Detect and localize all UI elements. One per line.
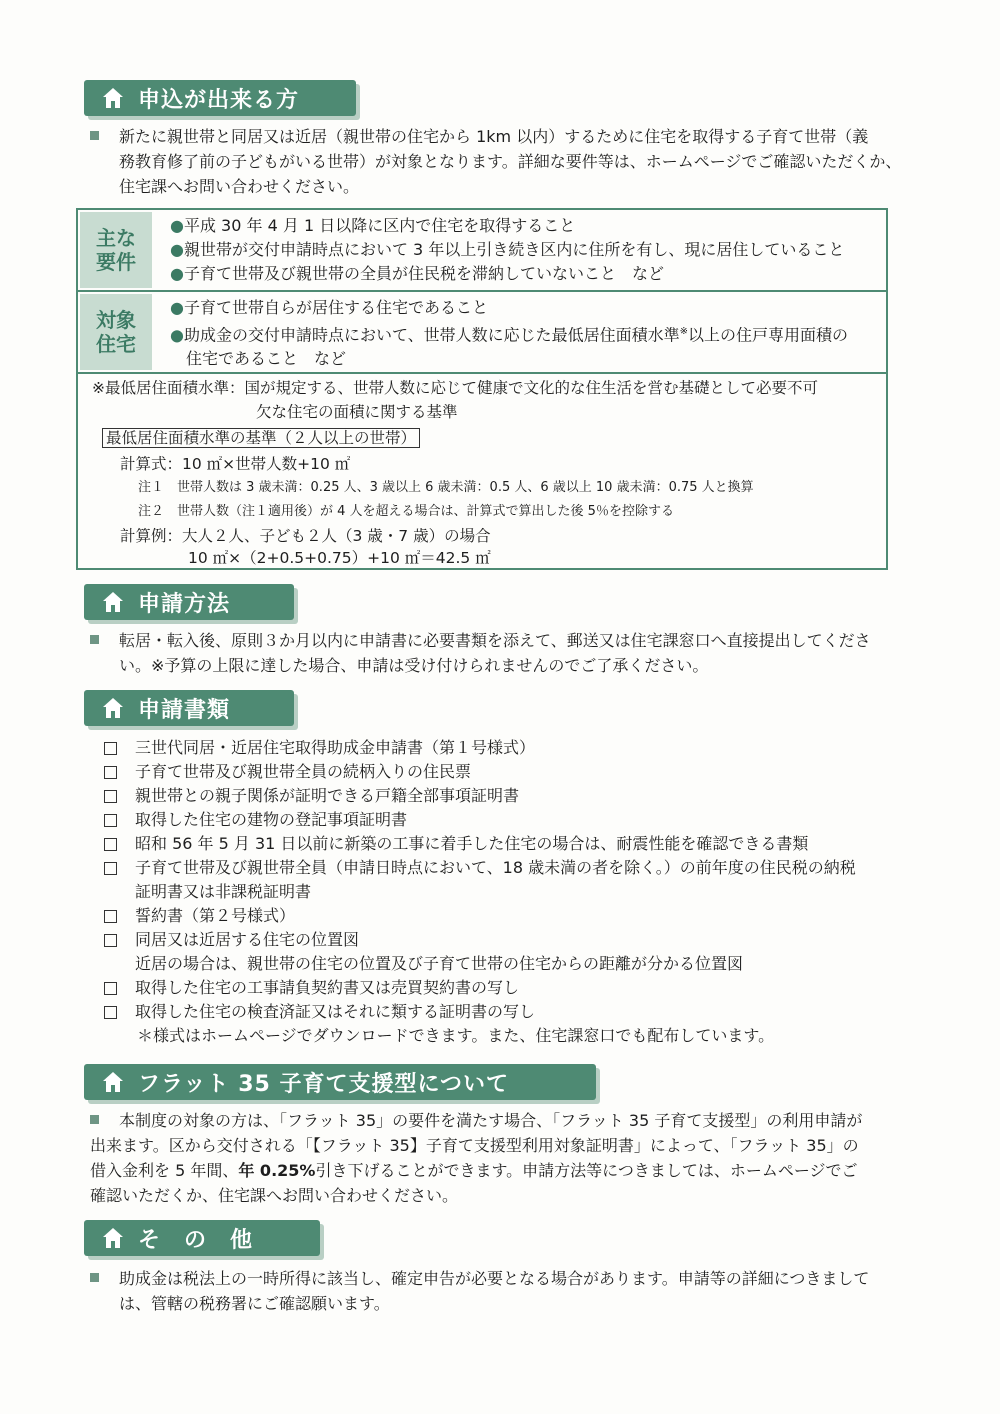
checklist-item[interactable]: 昭和 56 年 5 月 31 日以前に新築の工事に着手した住宅の場合は、耐震性能を確認できる書類	[104, 832, 924, 856]
divider	[78, 372, 886, 374]
checkbox-icon[interactable]	[104, 766, 117, 779]
target-housing-row	[78, 292, 886, 372]
standard-title: 最低居住面積水準の基準（２人以上の世帯）	[102, 426, 420, 450]
note-1: 注１ 世帯人数は 3 歳未満：0.25 人、3 歳以上 6 歳未満：0.5 人、6 歳以上 10 歳未満：0.75 人と換算	[138, 480, 754, 495]
formula: 計算式：10 ㎡×世帯人数+10 ㎡	[120, 455, 351, 473]
section-header-other	[84, 1220, 320, 1256]
checklist-item[interactable]: 子育て世帯及び親世帯全員の続柄入りの住民票	[104, 760, 924, 784]
checklist-item[interactable]: 三世代同居・近居住宅取得助成金申請書（第１号様式）	[104, 736, 924, 760]
checkbox-icon[interactable]	[104, 1006, 117, 1019]
eligible-intro: 新たに親世帯と同居又は近居（親世帯の住宅から 1km 以内）するために住宅を取得する子育て世帯（義 務教育修了前の子どもがいる世帯）が対象となります。詳細な要件等は、ホームページでご確認いただくか、 住宅課へお問い合わせください。	[90, 124, 930, 199]
example-line2: 10 ㎡×（2+0.5+0.75）+10 ㎡＝42.5 ㎡	[188, 549, 491, 567]
list-item: ●平成 30 年 4 月 1 日以降に区内で住宅を取得すること	[170, 216, 576, 235]
square-bullet	[90, 1115, 99, 1124]
target-housing-list	[170, 296, 848, 371]
checkbox-icon[interactable]	[104, 862, 117, 875]
flat35-text: 本制度の対象の方は、「フラット 35」の要件を満たす場合、「フラット 35 子育て支援型」の利用申請が 出来ます。区から交付される「【フラット 35】子育て支援型利用対象証明書」によって、「フラット 35」の 借入金利を 5 年間、年 0.25%引き下げることができます。申請方法等につきましては、ホームページでご 確認いただくか、住宅課へお問い合わせください。	[90, 1111, 863, 1205]
house-icon	[102, 1071, 124, 1093]
checkbox-icon[interactable]	[104, 742, 117, 755]
list-item: ●子育て世帯自らが居住する住宅であること	[170, 298, 488, 317]
checklist-item-cont: 証明書又は非課税証明書	[135, 882, 312, 901]
checkbox-icon[interactable]	[104, 814, 117, 827]
checklist-item[interactable]: 取得した住宅の工事請負契約書又は売買契約書の写し	[104, 976, 924, 1000]
method-text: 転居・転入後、原則３か月以内に申請書に必要書類を添えて、郵送又は住宅課窓口へ直接提出してくださ い。※予算の上限に達した場合、申請は受け付けられませんのでご了承ください。	[90, 628, 930, 678]
house-icon	[102, 591, 124, 613]
square-bullet	[90, 1273, 99, 1282]
section-title: 申込が出来る方	[138, 87, 300, 113]
target-housing-label: 対象 住宅	[80, 294, 152, 370]
main-requirements-row	[78, 210, 886, 290]
documents-footnote: ＊様式はホームページでダウンロードできます。また、住宅課窓口でも配布しています。	[137, 1026, 775, 1045]
checklist-item[interactable]: 誓約書（第２号様式）	[104, 904, 924, 928]
section-header-flat35	[84, 1064, 596, 1100]
section-header-method	[84, 584, 294, 620]
main-requirements-label: 主な 要件	[80, 212, 152, 288]
checkbox-icon[interactable]	[104, 838, 117, 851]
other-text: 助成金は税法上の一時所得に該当し、確定申告が必要となる場合があります。申請等の詳細につきまして は、管轄の税務署にご確認願います。	[90, 1266, 930, 1316]
documents-checklist	[104, 736, 924, 1048]
list-item: ●親世帯が交付申請時点において 3 年以上引き続き区内に住所を有し、現に居住していること	[170, 240, 845, 259]
house-icon	[102, 1227, 124, 1249]
list-item: ●助成金の交付申請時点において、世帯人数に応じた最低居住面積水準※以上の住戸専用面積の	[170, 325, 849, 345]
section-title: 申請方法	[138, 591, 231, 617]
checkbox-icon[interactable]	[104, 910, 117, 923]
section-title: そ の 他	[138, 1227, 254, 1253]
checklist-item[interactable]: 親世帯との親子関係が証明できる戸籍全部事項証明書	[104, 784, 924, 808]
main-requirements-list	[170, 214, 844, 286]
section-header-eligible	[84, 80, 356, 116]
note-2: 注２ 世帯人数（注１適用後）が 4 人を超える場合は、計算式で算出した後 5％を控除する	[138, 504, 674, 519]
list-item: ●子育て世帯及び親世帯の全員が住民税を滞納していないこと など	[170, 264, 664, 283]
checkbox-icon[interactable]	[104, 790, 117, 803]
house-icon	[102, 87, 124, 109]
house-icon	[102, 697, 124, 719]
square-bullet	[90, 131, 99, 140]
section-header-documents	[84, 690, 294, 726]
requirements-box	[76, 208, 888, 570]
list-item-cont: 住宅であること など	[186, 349, 347, 369]
definition-line2: 欠な住宅の面積に関する基準	[256, 403, 458, 421]
section-title: フラット 35 子育て支援型について	[138, 1071, 510, 1097]
square-bullet	[90, 635, 99, 644]
example-line1: 計算例：大人２人、子ども２人（3 歳・7 歳）の場合	[120, 527, 491, 545]
checklist-item[interactable]: 取得した住宅の建物の登記事項証明書	[104, 808, 924, 832]
checklist-item[interactable]: 取得した住宅の検査済証又はそれに類する証明書の写し	[104, 1000, 924, 1024]
checklist-item-cont: 近居の場合は、親世帯の住宅の位置及び子育て世帯の住宅からの距離が分かる位置図	[135, 954, 744, 973]
checklist-item[interactable]: 同居又は近居する住宅の位置図	[104, 928, 924, 952]
checklist-item[interactable]: 子育て世帯及び親世帯全員（申請日時点において、18 歳未満の者を除く。）の前年度の住民税の納税	[104, 856, 924, 880]
section-title: 申請書類	[138, 697, 231, 723]
checkbox-icon[interactable]	[104, 934, 117, 947]
definition-line1: ※最低居住面積水準：国が規定する、世帯人数に応じて健康で文化的な住生活を営む基礎として必要不可	[92, 379, 818, 397]
checkbox-icon[interactable]	[104, 982, 117, 995]
